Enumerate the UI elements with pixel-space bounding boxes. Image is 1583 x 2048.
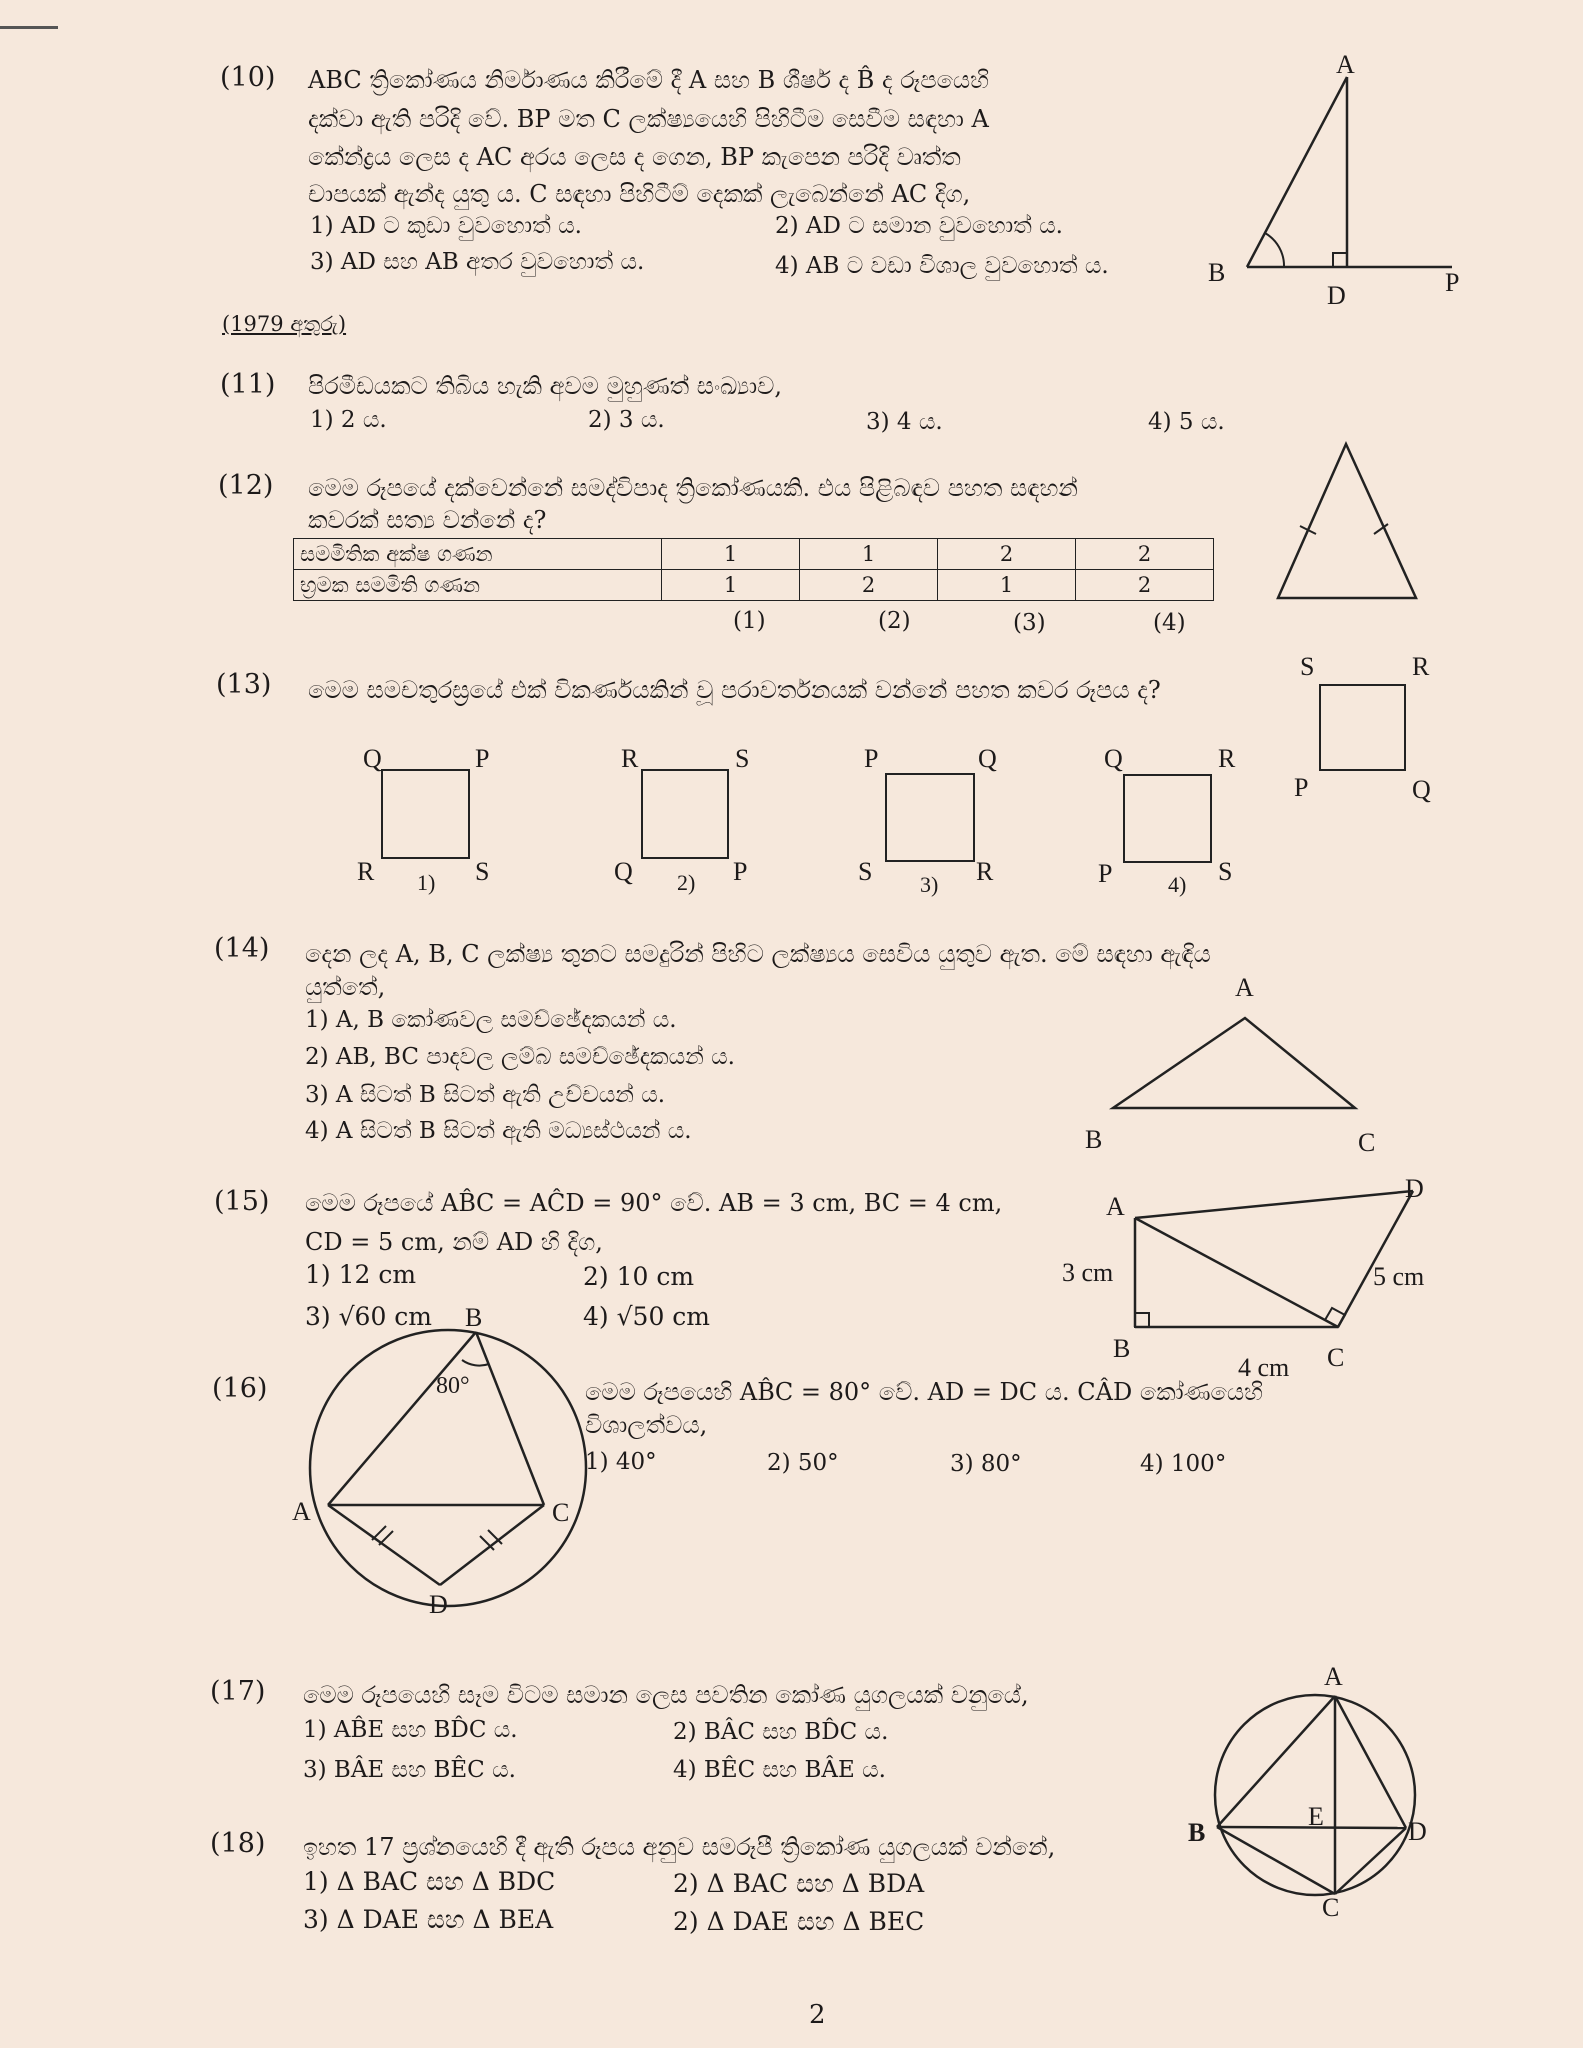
- q14-option-4: 4) A සිටත් B සිටත් ඇති මධ්‍යස්ථයන් ය.: [305, 1118, 692, 1144]
- q17-label-b: B: [1188, 1818, 1206, 1847]
- q13-opt2-label-tr: S: [735, 744, 750, 773]
- q13-opt3-label-tr: Q: [978, 744, 997, 773]
- q10-number: (10): [220, 62, 276, 93]
- table-cell: 2: [1076, 539, 1214, 570]
- q13-opt1-label-br: S: [475, 857, 490, 886]
- table-cell: 1: [662, 570, 800, 601]
- q17-label-e: E: [1308, 1802, 1324, 1831]
- q10-line-3: කේන්ද්‍රය ලෙස ද AC අරය ලෙස ද ගෙන, BP කැපෙන පරිදි වෘත්ත: [308, 143, 961, 171]
- q16-number: (16): [212, 1373, 268, 1404]
- q17-option-1: 1) AB̂E සහ BD̂C ය.: [303, 1717, 518, 1743]
- q10-label-d: D: [1327, 281, 1346, 310]
- q15-label-a: A: [1106, 1192, 1125, 1221]
- q14-label-a: A: [1235, 973, 1254, 1002]
- q13-opt1-label-tl: Q: [363, 744, 382, 773]
- q10-line-4: චාපයක් ඇන්ද යුතු ය. C සඳහා පිහිටීම් දෙකක් ලැබෙන්නේ AC දිග,: [308, 180, 971, 208]
- q16-label-a: A: [292, 1497, 311, 1526]
- q12-number: (12): [218, 470, 274, 501]
- table-cell: 2: [1076, 570, 1214, 601]
- q18-option-2: 2) Δ BAC සහ Δ BDA: [673, 1869, 925, 1898]
- q13-option-3-square[interactable]: [858, 740, 1018, 900]
- q13-opt1-number: 1): [417, 870, 436, 895]
- q15-label-ab-length: 3 cm: [1062, 1258, 1114, 1287]
- q17-circle-figure: [1188, 1650, 1430, 1930]
- q13-opt3-label-tl: P: [864, 744, 879, 773]
- q10-option-2: 2) AD ට සමාන වුවහොත් ය.: [775, 213, 1063, 239]
- q13-opt3-label-bl: S: [858, 857, 873, 886]
- table-cell: 2: [800, 570, 938, 601]
- q15-quadrilateral-figure: [1050, 1174, 1460, 1382]
- q13-opt4-label-tl: Q: [1104, 744, 1123, 773]
- q12-column-3: (3): [1013, 610, 1046, 636]
- q13-opt4-label-br: S: [1218, 857, 1233, 886]
- q13-opt3-label-br: R: [976, 857, 994, 886]
- q15-option-4: 4) √50 cm: [583, 1302, 711, 1331]
- q16-label-angle: 80°: [436, 1373, 470, 1399]
- q13-text: මෙම සමචතුරස්‍රයේ එක් විකර්ණයකින් වූ පරාවර්තනයක් වන්නේ පහත කවර රූපය ද?: [308, 676, 1161, 704]
- q18-option-3: 3) Δ DAE සහ Δ BEA: [303, 1905, 554, 1934]
- q18-option-1: 1) Δ BAC සහ Δ BDC: [303, 1867, 556, 1896]
- table-cell: 2: [938, 539, 1076, 570]
- table-cell: 1: [662, 539, 800, 570]
- q10-option-3: 3) AD සහ AB අතර වුවහොත් ය.: [310, 249, 645, 275]
- q18-number: (18): [210, 1828, 266, 1859]
- q14-triangle-figure: [1075, 970, 1395, 1170]
- page-number: 2: [809, 2000, 826, 2030]
- q10-label-b: B: [1208, 258, 1226, 287]
- q17-label-d: D: [1408, 1817, 1427, 1846]
- q14-label-b: B: [1085, 1125, 1103, 1154]
- q13-option-2-square[interactable]: [613, 740, 773, 900]
- q15-line-2: CD = 5 cm, නම් AD හි දිග,: [305, 1228, 603, 1256]
- q13-opt2-label-br: P: [733, 857, 748, 886]
- q13-opt2-label-tl: R: [621, 744, 639, 773]
- q12-column-4: (4): [1153, 610, 1186, 636]
- q13-opt2-number: 2): [677, 870, 696, 895]
- q13-given-label-br: Q: [1412, 775, 1431, 804]
- q11-number: (11): [220, 369, 276, 400]
- q12-isosceles-triangle: [1270, 440, 1430, 610]
- q16-option-3: 3) 80°: [950, 1451, 1022, 1477]
- table-row: [294, 570, 1214, 601]
- q17-option-2: 2) BÂC සහ BD̂C ය.: [673, 1719, 889, 1745]
- q15-label-cd-length: 5 cm: [1373, 1262, 1425, 1291]
- q13-option-1-square[interactable]: [355, 740, 515, 900]
- q18-option-4: 2) Δ DAE සහ Δ BEC: [673, 1907, 925, 1936]
- q13-opt3-number: 3): [920, 872, 939, 897]
- table-cell-label: භ්‍රමක සමමිති ගණන: [294, 570, 662, 601]
- q13-opt4-number: 4): [1168, 872, 1187, 897]
- q14-option-1: 1) A, B කෝණවල සමච්ඡේදකයන් ය.: [305, 1007, 677, 1033]
- q15-option-1: 1) 12 cm: [305, 1260, 417, 1289]
- q16-label-d: D: [429, 1590, 448, 1619]
- q16-option-2: 2) 50°: [767, 1450, 839, 1476]
- q18-text: ඉහත 17 ප්‍රශ්නයෙහි දී ඇති රූපය අනුව සමරූපී ත්‍රිකෝණ යුගලයක් වන්නේ,: [303, 1833, 1056, 1861]
- q16-option-4: 4) 100°: [1140, 1451, 1227, 1477]
- table-cell: 1: [938, 570, 1076, 601]
- q15-option-3: 3) √60 cm: [305, 1302, 433, 1331]
- q15-label-bc-length: 4 cm: [1238, 1353, 1290, 1382]
- q17-label-a: A: [1324, 1662, 1343, 1691]
- q13-opt2-label-bl: Q: [614, 857, 633, 886]
- q16-line-2: විශාලත්වය,: [585, 1411, 708, 1439]
- q14-line-1: දෙන ලද A, B, C ලක්ෂ්‍ය තුනට සමදුරින් පිහිට ලක්ෂ්‍යය සෙවිය යුතුව ඇත. මේ සඳහා ඇඳිය: [305, 940, 1211, 968]
- q13-number: (13): [216, 669, 272, 700]
- q17-text: මෙම රූපයෙහි සෑම විටම සමාන ලෙස පවතින කෝණ යුගලයක් වනුයේ,: [303, 1681, 1029, 1709]
- q10-label-a: A: [1336, 50, 1355, 79]
- page-edge-line: [0, 26, 58, 29]
- q11-option-2: 2) 3 ය.: [588, 407, 665, 433]
- q10-option-1: 1) AD ට කුඩා වුවහොත් ය.: [310, 213, 582, 239]
- q10-line-2: දක්වා ඇති පරිදි වේ. BP මත C ලක්ෂ්‍යයෙහි පිහිටීම සෙවීම සඳහා A: [308, 105, 989, 133]
- q12-line-2: කවරක් සත්‍ය වන්නේ ද?: [308, 506, 547, 534]
- q11-option-4: 4) 5 ය.: [1148, 409, 1225, 435]
- q15-label-d: D: [1405, 1174, 1424, 1203]
- q14-label-c: C: [1358, 1128, 1376, 1157]
- q14-number: (14): [214, 933, 270, 964]
- q15-line-1: මෙම රූපයේ AB̂C = AĈD = 90° වේ. AB = 3 cm, BC = 4 cm,: [305, 1189, 1003, 1217]
- q13-given-label-bl: P: [1294, 773, 1309, 802]
- table-cell-label: සමමිතික අක්ෂ ගණන: [294, 539, 662, 570]
- q12-symmetry-table: [293, 538, 1214, 601]
- q17-option-3: 3) BÂE සහ BÊC ය.: [303, 1757, 516, 1783]
- q13-opt1-label-bl: R: [357, 857, 375, 886]
- q12-line-1: මෙම රූපයේ දක්වෙන්නේ සමද්විපාද ත්‍රිකෝණයකි. එය පිළිබඳව පහත සඳහන්: [308, 474, 1078, 502]
- q13-option-4-square[interactable]: [1100, 740, 1260, 900]
- q13-given-label-tl: S: [1300, 652, 1315, 681]
- q16-label-b: B: [465, 1303, 483, 1332]
- q13-given-label-tr: R: [1412, 652, 1430, 681]
- q12-column-2: (2): [878, 608, 911, 634]
- q16-option-1: 1) 40°: [585, 1449, 657, 1475]
- q17-label-c: C: [1322, 1893, 1340, 1922]
- table-row: [294, 539, 1214, 570]
- q14-line-2: යුත්තේ,: [305, 973, 386, 1001]
- q15-option-2: 2) 10 cm: [583, 1262, 695, 1291]
- q11-option-1: 1) 2 ය.: [310, 407, 387, 433]
- q12-column-1: (1): [733, 608, 766, 634]
- q14-option-3: 3) A සිටත් B සිටත් ඇති උච්චයන් ය.: [305, 1082, 666, 1108]
- q17-number: (17): [210, 1676, 266, 1707]
- q10-option-4: 4) AB ට වඩා විශාල වුවහොත් ය.: [775, 253, 1109, 279]
- q16-label-c: C: [552, 1498, 570, 1527]
- q14-option-2: 2) AB, BC පාදවල ලම්බ සමච්ඡේදකයන් ය.: [305, 1044, 735, 1070]
- q13-opt1-label-tr: P: [475, 744, 490, 773]
- section-heading-1979: (1979 අතුරු): [222, 312, 347, 336]
- q15-number: (15): [214, 1186, 270, 1217]
- q10-figure: [1200, 50, 1470, 310]
- q13-opt4-label-bl: P: [1098, 859, 1113, 888]
- q11-text: පිරමීඩයකට තිබිය හැකි අවම මුහුණත් සංඛ්‍යාව,: [308, 372, 783, 400]
- q13-opt4-label-tr: R: [1218, 744, 1236, 773]
- q10-line-1: ABC ත්‍රිකෝණය නිර්මාණය කිරීමේ දී A සහ B ශීර්ෂ ද B̂ ද රූපයෙහි: [308, 66, 990, 94]
- q10-label-p: P: [1445, 268, 1460, 297]
- q16-line-1: මෙම රූපයෙහි AB̂C = 80° වේ. AD = DC ය. CÂD කෝණයෙහි: [585, 1378, 1264, 1406]
- table-cell: 1: [800, 539, 938, 570]
- q13-given-square: [1290, 652, 1450, 805]
- q17-option-4: 4) BÊC සහ BÂE ය.: [673, 1757, 886, 1783]
- q15-label-c: C: [1327, 1343, 1345, 1372]
- q15-label-b: B: [1113, 1334, 1131, 1363]
- q11-option-3: 3) 4 ය.: [866, 409, 943, 435]
